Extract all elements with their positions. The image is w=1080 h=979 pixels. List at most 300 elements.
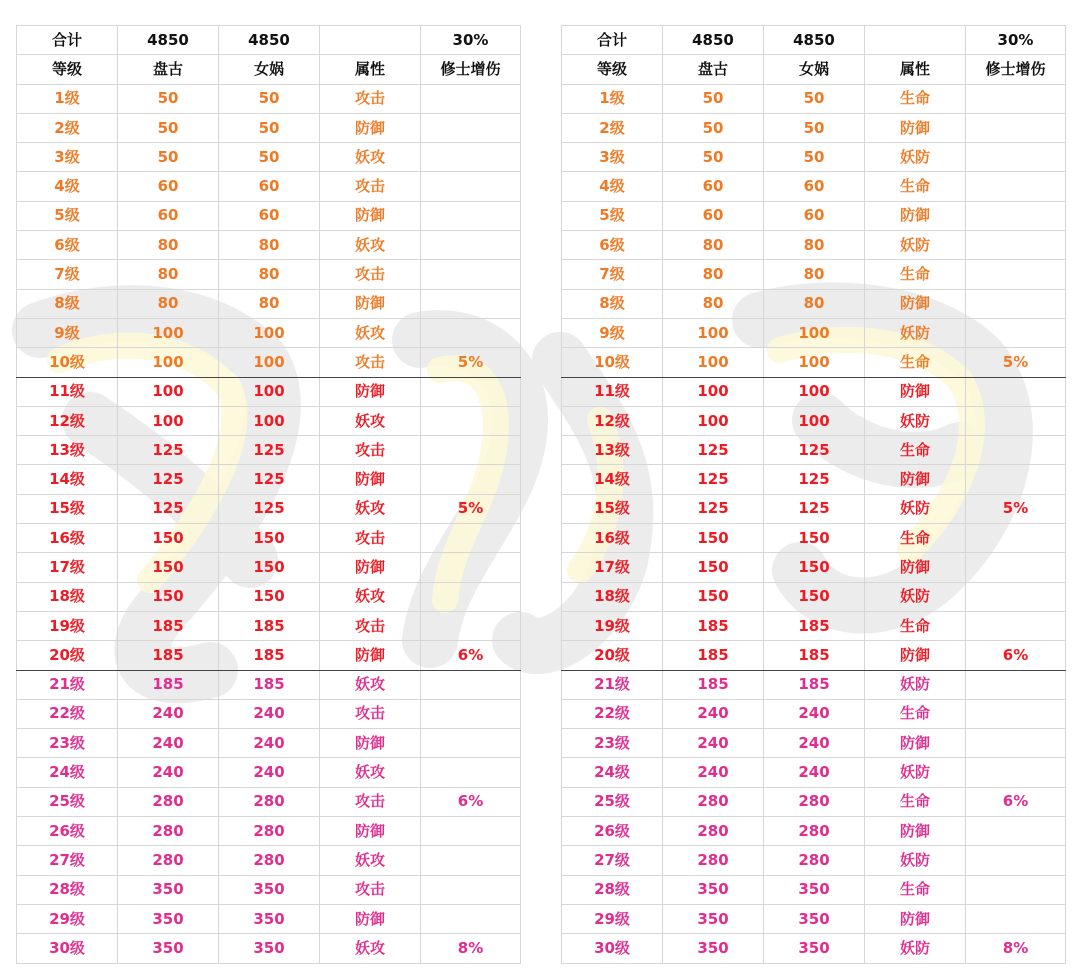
- nuwa-cell: 50: [764, 113, 865, 142]
- pangu-cell: 150: [663, 524, 764, 553]
- attribute-cell: 防御: [865, 201, 966, 230]
- level-cell: 28级: [562, 875, 663, 904]
- table-row: [17, 904, 521, 933]
- damage-bonus-cell: [966, 143, 1066, 172]
- damage-bonus-cell: [421, 465, 521, 494]
- pangu-cell: 240: [663, 758, 764, 787]
- pangu-cell: 280: [118, 787, 219, 816]
- table-row: [17, 318, 521, 347]
- attribute-cell: 防御: [865, 465, 966, 494]
- level-cell: 25级: [17, 787, 118, 816]
- pangu-cell: 185: [118, 641, 219, 670]
- level-cell: 13级: [562, 436, 663, 465]
- level-cell: 22级: [17, 699, 118, 728]
- nuwa-cell: 185: [219, 641, 320, 670]
- attribute-cell: 生命: [865, 172, 966, 201]
- level-cell: 合计: [17, 26, 118, 55]
- pangu-cell: 50: [118, 84, 219, 113]
- damage-bonus-cell: [966, 318, 1066, 347]
- attribute-cell: 生命: [865, 84, 966, 113]
- table-row: [562, 699, 1066, 728]
- nuwa-cell: 350: [764, 875, 865, 904]
- damage-bonus-cell: 修士增伤: [421, 55, 521, 84]
- total-row: [17, 26, 521, 55]
- nuwa-cell: 350: [764, 934, 865, 963]
- level-cell: 7级: [17, 260, 118, 289]
- table-row: [562, 641, 1066, 670]
- damage-bonus-cell: [966, 260, 1066, 289]
- table-row: [562, 904, 1066, 933]
- attribute-cell: 防御: [320, 289, 421, 318]
- pangu-cell: 60: [118, 201, 219, 230]
- level-cell: 17级: [17, 553, 118, 582]
- pangu-cell: 80: [663, 231, 764, 260]
- level-cell: 10级: [562, 348, 663, 377]
- attribute-cell: [865, 26, 966, 55]
- nuwa-cell: 100: [764, 318, 865, 347]
- damage-bonus-cell: [421, 670, 521, 699]
- table-row: [17, 113, 521, 142]
- attribute-cell: 攻击: [320, 84, 421, 113]
- table-row: [17, 84, 521, 113]
- level-cell: 13级: [17, 436, 118, 465]
- table-row: [17, 699, 521, 728]
- attribute-cell: 攻击: [320, 172, 421, 201]
- damage-bonus-cell: [421, 84, 521, 113]
- pangu-cell: 盘古: [663, 55, 764, 84]
- damage-bonus-cell: [421, 289, 521, 318]
- pangu-cell: 280: [663, 787, 764, 816]
- damage-bonus-cell: [966, 465, 1066, 494]
- attribute-cell: 攻击: [320, 524, 421, 553]
- damage-bonus-cell: [421, 406, 521, 435]
- header-row: [17, 55, 521, 84]
- attribute-cell: 防御: [865, 817, 966, 846]
- nuwa-cell: 100: [219, 318, 320, 347]
- table-row: [562, 553, 1066, 582]
- table-row: [17, 465, 521, 494]
- total-row: [562, 26, 1066, 55]
- pangu-cell: 100: [663, 318, 764, 347]
- attribute-cell: 妖攻: [320, 846, 421, 875]
- damage-bonus-cell: [966, 758, 1066, 787]
- damage-bonus-cell: 6%: [421, 787, 521, 816]
- damage-bonus-cell: [966, 670, 1066, 699]
- tables-area: [0, 25, 1080, 969]
- table-row: [17, 143, 521, 172]
- nuwa-cell: 80: [219, 289, 320, 318]
- nuwa-cell: 185: [219, 670, 320, 699]
- table-row: [562, 465, 1066, 494]
- pangu-cell: 240: [118, 699, 219, 728]
- nuwa-cell: 女娲: [219, 55, 320, 84]
- level-cell: 12级: [562, 406, 663, 435]
- attribute-cell: 生命: [865, 524, 966, 553]
- nuwa-cell: 60: [764, 172, 865, 201]
- damage-bonus-cell: 修士增伤: [966, 55, 1066, 84]
- nuwa-cell: 80: [219, 260, 320, 289]
- damage-bonus-cell: [421, 553, 521, 582]
- attribute-cell: 防御: [320, 113, 421, 142]
- damage-bonus-cell: [421, 524, 521, 553]
- nuwa-cell: 50: [219, 113, 320, 142]
- table-row: [17, 494, 521, 523]
- pangu-cell: 100: [663, 377, 764, 406]
- attribute-cell: 攻击: [320, 611, 421, 640]
- pangu-cell: 240: [663, 729, 764, 758]
- nuwa-cell: 60: [219, 172, 320, 201]
- attribute-cell: 属性: [320, 55, 421, 84]
- pangu-cell: 280: [663, 817, 764, 846]
- nuwa-cell: 100: [764, 348, 865, 377]
- pangu-cell: 185: [663, 670, 764, 699]
- pangu-cell: 60: [663, 172, 764, 201]
- pangu-cell: 100: [118, 406, 219, 435]
- pangu-cell: 240: [118, 758, 219, 787]
- level-table-defense: [561, 25, 1066, 964]
- level-cell: 10级: [17, 348, 118, 377]
- pangu-cell: 125: [663, 436, 764, 465]
- attribute-cell: 妖防: [865, 582, 966, 611]
- level-cell: 合计: [562, 26, 663, 55]
- pangu-cell: 100: [118, 318, 219, 347]
- pangu-cell: 350: [663, 934, 764, 963]
- nuwa-cell: 100: [219, 377, 320, 406]
- damage-bonus-cell: [421, 113, 521, 142]
- pangu-cell: 350: [663, 904, 764, 933]
- level-cell: 2级: [17, 113, 118, 142]
- table-row: [562, 582, 1066, 611]
- level-cell: 3级: [562, 143, 663, 172]
- nuwa-cell: 50: [764, 84, 865, 113]
- nuwa-cell: 80: [764, 260, 865, 289]
- attribute-cell: 妖防: [865, 846, 966, 875]
- table-row: [562, 113, 1066, 142]
- attribute-cell: 防御: [320, 817, 421, 846]
- pangu-cell: 盘古: [118, 55, 219, 84]
- pangu-cell: 60: [118, 172, 219, 201]
- pangu-cell: 150: [118, 582, 219, 611]
- attribute-cell: 妖防: [865, 318, 966, 347]
- pangu-cell: 60: [663, 201, 764, 230]
- pangu-cell: 125: [663, 494, 764, 523]
- damage-bonus-cell: [421, 201, 521, 230]
- damage-bonus-cell: [966, 201, 1066, 230]
- pangu-cell: 150: [118, 524, 219, 553]
- damage-bonus-cell: [966, 289, 1066, 318]
- pangu-cell: 350: [118, 875, 219, 904]
- attribute-cell: 生命: [865, 611, 966, 640]
- attribute-cell: 攻击: [320, 699, 421, 728]
- nuwa-cell: 50: [219, 143, 320, 172]
- pangu-cell: 50: [663, 113, 764, 142]
- damage-bonus-cell: 8%: [421, 934, 521, 963]
- damage-bonus-cell: [421, 699, 521, 728]
- nuwa-cell: 125: [219, 465, 320, 494]
- pangu-cell: 100: [663, 348, 764, 377]
- table-row: [562, 201, 1066, 230]
- nuwa-cell: 150: [219, 524, 320, 553]
- level-cell: 15级: [562, 494, 663, 523]
- attribute-cell: 生命: [865, 875, 966, 904]
- nuwa-cell: 280: [764, 787, 865, 816]
- attribute-cell: 攻击: [320, 787, 421, 816]
- level-cell: 29级: [562, 904, 663, 933]
- table-row: [562, 84, 1066, 113]
- attribute-cell: 妖攻: [320, 494, 421, 523]
- damage-bonus-cell: [966, 729, 1066, 758]
- level-cell: 24级: [17, 758, 118, 787]
- nuwa-cell: 100: [764, 377, 865, 406]
- table-row: [562, 260, 1066, 289]
- attribute-cell: 生命: [865, 260, 966, 289]
- table-row: [562, 875, 1066, 904]
- attribute-cell: 生命: [865, 787, 966, 816]
- attribute-cell: 防御: [865, 289, 966, 318]
- pangu-cell: 125: [118, 494, 219, 523]
- table-row: [17, 553, 521, 582]
- nuwa-cell: 240: [764, 758, 865, 787]
- header-row: [562, 55, 1066, 84]
- nuwa-cell: 125: [219, 494, 320, 523]
- level-cell: 11级: [562, 377, 663, 406]
- attribute-cell: 防御: [865, 904, 966, 933]
- table-row: [562, 817, 1066, 846]
- nuwa-cell: 60: [219, 201, 320, 230]
- damage-bonus-cell: [966, 846, 1066, 875]
- table-row: [17, 611, 521, 640]
- attribute-cell: [320, 26, 421, 55]
- pangu-cell: 80: [118, 289, 219, 318]
- level-cell: 16级: [17, 524, 118, 553]
- nuwa-cell: 125: [764, 494, 865, 523]
- pangu-cell: 150: [663, 582, 764, 611]
- nuwa-cell: 50: [219, 84, 320, 113]
- damage-bonus-cell: [966, 817, 1066, 846]
- nuwa-cell: 150: [764, 582, 865, 611]
- pangu-cell: 50: [663, 143, 764, 172]
- table-row: [562, 670, 1066, 699]
- table-row: [17, 846, 521, 875]
- level-cell: 21级: [562, 670, 663, 699]
- level-cell: 3级: [17, 143, 118, 172]
- attribute-cell: 妖防: [865, 231, 966, 260]
- table-row: [562, 231, 1066, 260]
- level-cell: 5级: [17, 201, 118, 230]
- pangu-cell: 185: [663, 611, 764, 640]
- level-cell: 12级: [17, 406, 118, 435]
- table-row: [17, 348, 521, 377]
- damage-bonus-cell: [966, 231, 1066, 260]
- level-cell: 6级: [562, 231, 663, 260]
- table-row: [17, 260, 521, 289]
- pangu-cell: 185: [118, 611, 219, 640]
- attribute-cell: 妖防: [865, 494, 966, 523]
- level-cell: 23级: [17, 729, 118, 758]
- nuwa-cell: 240: [764, 699, 865, 728]
- damage-bonus-cell: [966, 699, 1066, 728]
- level-cell: 23级: [562, 729, 663, 758]
- nuwa-cell: 125: [764, 465, 865, 494]
- level-cell: 18级: [562, 582, 663, 611]
- level-cell: 8级: [562, 289, 663, 318]
- nuwa-cell: 125: [764, 436, 865, 465]
- table-row: [17, 201, 521, 230]
- attribute-cell: 妖攻: [320, 582, 421, 611]
- level-cell: 11级: [17, 377, 118, 406]
- damage-bonus-cell: 5%: [421, 494, 521, 523]
- table-row: [17, 172, 521, 201]
- attribute-cell: 妖攻: [320, 934, 421, 963]
- level-cell: 20级: [562, 641, 663, 670]
- damage-bonus-cell: [421, 611, 521, 640]
- nuwa-cell: 280: [219, 817, 320, 846]
- table-row: [17, 787, 521, 816]
- pangu-cell: 80: [663, 260, 764, 289]
- pangu-cell: 150: [118, 553, 219, 582]
- attribute-cell: 妖攻: [320, 406, 421, 435]
- damage-bonus-cell: [421, 172, 521, 201]
- level-cell: 24级: [562, 758, 663, 787]
- table-row: [17, 582, 521, 611]
- nuwa-cell: 240: [219, 699, 320, 728]
- table-row: [17, 817, 521, 846]
- damage-bonus-cell: [421, 377, 521, 406]
- table-row: [17, 524, 521, 553]
- level-cell: 25级: [562, 787, 663, 816]
- pangu-cell: 280: [663, 846, 764, 875]
- table-row: [17, 406, 521, 435]
- attribute-cell: 属性: [865, 55, 966, 84]
- damage-bonus-cell: [421, 260, 521, 289]
- level-cell: 1级: [562, 84, 663, 113]
- attribute-cell: 攻击: [320, 348, 421, 377]
- damage-bonus-cell: 5%: [966, 494, 1066, 523]
- attribute-cell: 妖攻: [320, 231, 421, 260]
- attribute-cell: 生命: [865, 348, 966, 377]
- level-cell: 27级: [17, 846, 118, 875]
- damage-bonus-cell: 8%: [966, 934, 1066, 963]
- nuwa-cell: 80: [219, 231, 320, 260]
- level-cell: 30级: [562, 934, 663, 963]
- damage-bonus-cell: [966, 172, 1066, 201]
- pangu-cell: 100: [663, 406, 764, 435]
- level-cell: 1级: [17, 84, 118, 113]
- nuwa-cell: 80: [764, 231, 865, 260]
- nuwa-cell: 240: [219, 758, 320, 787]
- damage-bonus-cell: [421, 846, 521, 875]
- nuwa-cell: 185: [219, 611, 320, 640]
- damage-bonus-cell: [421, 904, 521, 933]
- nuwa-cell: 50: [764, 143, 865, 172]
- table-row: [17, 729, 521, 758]
- nuwa-cell: 60: [764, 201, 865, 230]
- level-cell: 8级: [17, 289, 118, 318]
- attribute-cell: 生命: [865, 436, 966, 465]
- damage-bonus-cell: 5%: [421, 348, 521, 377]
- level-cell: 19级: [562, 611, 663, 640]
- pangu-cell: 50: [118, 143, 219, 172]
- nuwa-cell: 100: [219, 406, 320, 435]
- level-cell: 21级: [17, 670, 118, 699]
- attribute-cell: 防御: [320, 553, 421, 582]
- attribute-cell: 防御: [865, 377, 966, 406]
- nuwa-cell: 280: [219, 846, 320, 875]
- attribute-cell: 妖防: [865, 406, 966, 435]
- level-cell: 5级: [562, 201, 663, 230]
- pangu-cell: 125: [663, 465, 764, 494]
- pangu-cell: 240: [663, 699, 764, 728]
- table-row: [562, 524, 1066, 553]
- nuwa-cell: 150: [764, 553, 865, 582]
- table-row: [562, 729, 1066, 758]
- table-row: [562, 318, 1066, 347]
- level-cell: 18级: [17, 582, 118, 611]
- attribute-cell: 防御: [865, 113, 966, 142]
- damage-bonus-cell: 6%: [966, 787, 1066, 816]
- nuwa-cell: 280: [764, 817, 865, 846]
- attribute-cell: 防御: [320, 377, 421, 406]
- nuwa-cell: 185: [764, 641, 865, 670]
- attribute-cell: 妖攻: [320, 318, 421, 347]
- level-cell: 19级: [17, 611, 118, 640]
- pangu-cell: 350: [663, 875, 764, 904]
- level-cell: 6级: [17, 231, 118, 260]
- damage-bonus-cell: [421, 875, 521, 904]
- nuwa-cell: 240: [219, 729, 320, 758]
- nuwa-cell: 4850: [764, 26, 865, 55]
- damage-bonus-cell: [421, 318, 521, 347]
- level-cell: 14级: [17, 465, 118, 494]
- level-cell: 29级: [17, 904, 118, 933]
- level-cell: 16级: [562, 524, 663, 553]
- level-cell: 17级: [562, 553, 663, 582]
- nuwa-cell: 4850: [219, 26, 320, 55]
- attribute-cell: 防御: [865, 729, 966, 758]
- attribute-cell: 防御: [320, 641, 421, 670]
- damage-bonus-cell: [421, 758, 521, 787]
- level-cell: 26级: [17, 817, 118, 846]
- table-row: [17, 436, 521, 465]
- nuwa-cell: 185: [764, 670, 865, 699]
- damage-bonus-cell: [421, 817, 521, 846]
- damage-bonus-cell: [966, 406, 1066, 435]
- table-row: [562, 934, 1066, 963]
- damage-bonus-cell: [966, 436, 1066, 465]
- pangu-cell: 350: [118, 904, 219, 933]
- damage-bonus-cell: [966, 904, 1066, 933]
- table-row: [17, 758, 521, 787]
- attribute-cell: 妖攻: [320, 670, 421, 699]
- table-row: [562, 787, 1066, 816]
- damage-bonus-cell: [966, 377, 1066, 406]
- nuwa-cell: 150: [219, 553, 320, 582]
- level-cell: 22级: [562, 699, 663, 728]
- damage-bonus-cell: [966, 524, 1066, 553]
- table-row: [562, 494, 1066, 523]
- level-cell: 等级: [562, 55, 663, 84]
- nuwa-cell: 185: [764, 611, 865, 640]
- attribute-cell: 攻击: [320, 260, 421, 289]
- table-row: [17, 231, 521, 260]
- nuwa-cell: 350: [764, 904, 865, 933]
- attribute-cell: 攻击: [320, 436, 421, 465]
- nuwa-cell: 100: [764, 406, 865, 435]
- nuwa-cell: 125: [219, 436, 320, 465]
- attribute-cell: 妖防: [865, 758, 966, 787]
- level-cell: 9级: [562, 318, 663, 347]
- nuwa-cell: 女娲: [764, 55, 865, 84]
